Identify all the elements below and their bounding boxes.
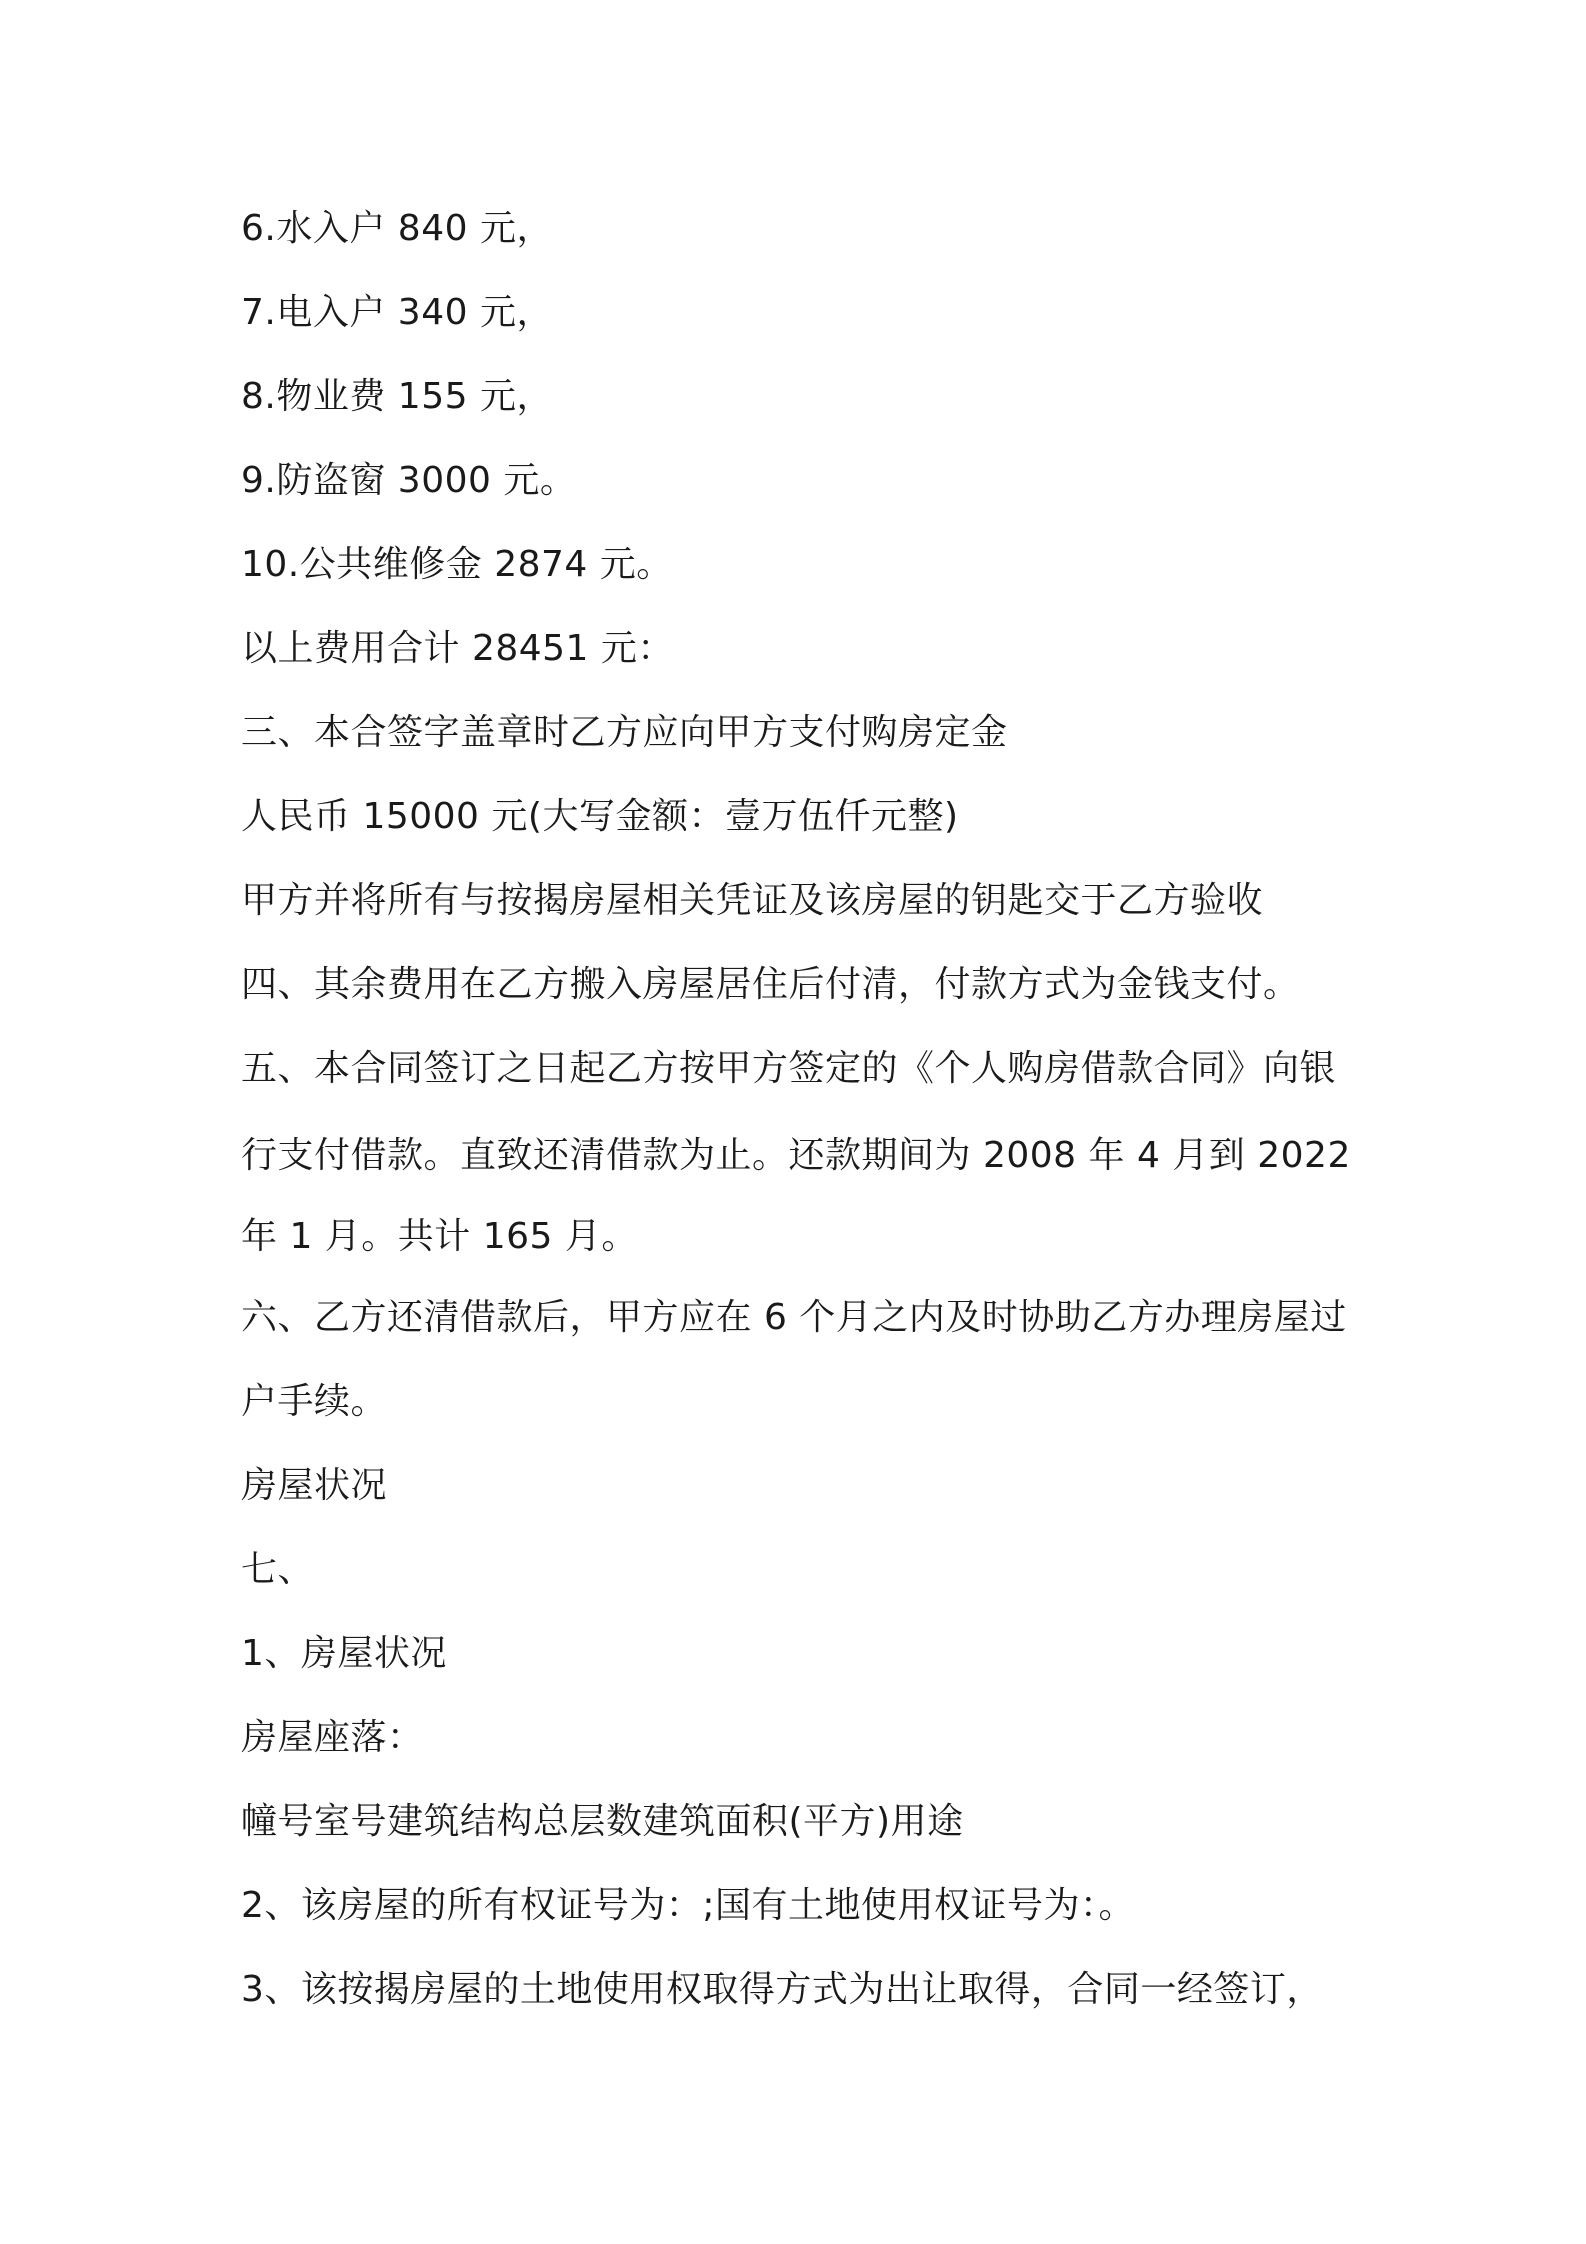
text-line: 人民币 15000 元(大写金额：壹万伍仟元整)	[241, 796, 959, 837]
text-line: 四、其余费用在乙方搬入房屋居住后付清，付款方式为金钱支付。	[241, 964, 1300, 1005]
text-line: 8.物业费 155 元，	[241, 376, 553, 417]
text-line: 户手续。	[241, 1381, 388, 1422]
text-line: 甲方并将所有与按揭房屋相关凭证及该房屋的钥匙交于乙方验收	[241, 880, 1264, 921]
text-line: 三、本合签字盖章时乙方应向甲方支付购房定金	[241, 712, 1008, 753]
text-line: 以上费用合计 28451 元：	[241, 628, 674, 669]
text-line: 2、该房屋的所有权证号为：;国有土地使用权证号为：。	[241, 1885, 1136, 1926]
text-line: 6.水入户 840 元，	[241, 208, 553, 249]
text-line: 10.公共维修金 2874 元。	[241, 544, 673, 585]
subsection-heading: 1、房屋状况	[241, 1633, 447, 1674]
text-line: 房屋座落：	[241, 1717, 424, 1758]
text-line: 五、本合同签订之日起乙方按甲方签定的《个人购房借款合同》向银	[241, 1048, 1337, 1089]
text-line: 3、该按揭房屋的土地使用权取得方式为出让取得，合同一经签订，	[241, 1969, 1323, 2010]
text-line: 幢号室号建筑结构总层数建筑面积(平方)用途	[241, 1801, 964, 1842]
text-line: 六、乙方还清借款后，甲方应在 6 个月之内及时协助乙方办理房屋过	[241, 1297, 1347, 1338]
section-number: 七、	[241, 1549, 315, 1590]
text-line: 7.电入户 340 元，	[241, 292, 553, 333]
text-line: 行支付借款。直致还清借款为止。还款期间为 2008 年 4 月到 2022	[241, 1135, 1351, 1176]
section-heading: 房屋状况	[241, 1465, 388, 1506]
text-line: 9.防盗窗 3000 元。	[241, 460, 577, 501]
text-line: 年 1 月。共计 165 月。	[241, 1216, 638, 1257]
